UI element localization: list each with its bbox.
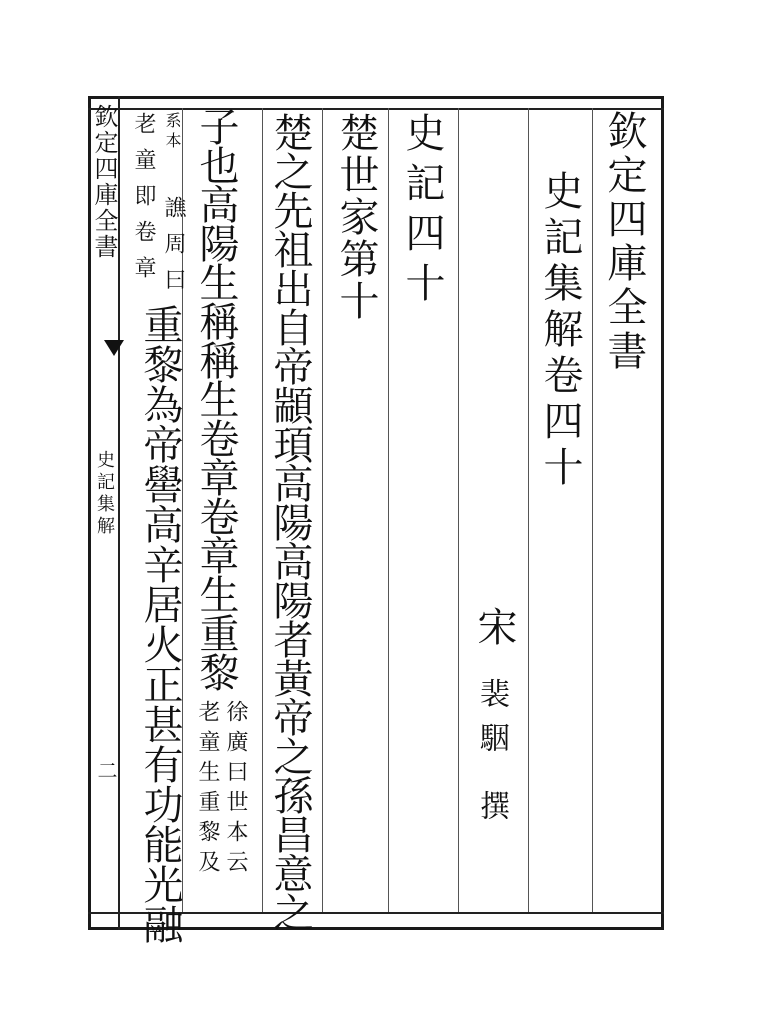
commentary-note: 系本 [163,112,182,152]
author-role: 撰 [474,790,509,834]
fishtail-mark [104,340,124,356]
volume-title: 史記四十 [399,112,445,312]
column-divider [322,108,323,912]
commentary-note: 譙周曰 [161,196,186,304]
commentary-note: 老童即卷章 [131,112,156,292]
commentary-note: 徐廣曰世本云 [223,700,248,880]
column-divider [458,108,459,912]
section-title: 楚世家第十 [333,112,379,322]
author-dynasty: 宋 [471,606,517,650]
commentary-note: 老童生重黎及 [195,700,220,880]
series-title: 欽定四庫全書 [601,110,647,374]
margin-series-title: 欽定四庫全書 [90,104,118,260]
main-text-line: 重黎為帝嚳高辛居火正甚有功能光融 [137,304,183,944]
book-title: 史記集解卷四十 [537,170,583,492]
author-name: 裴駰 [474,678,509,766]
column-divider [592,108,593,912]
main-text-line: 楚之先祖出自帝顓頊高陽高陽者黃帝之孫昌意之 [267,112,313,931]
top-rule [88,108,664,110]
main-text-line: 子也高陽生稱稱生卷章卷章生重黎 [193,106,239,691]
margin-page-number: 二 [94,760,118,780]
margin-book-title: 史記集解 [94,450,115,538]
column-divider [528,108,529,912]
column-divider [388,108,389,912]
column-divider [262,108,263,912]
